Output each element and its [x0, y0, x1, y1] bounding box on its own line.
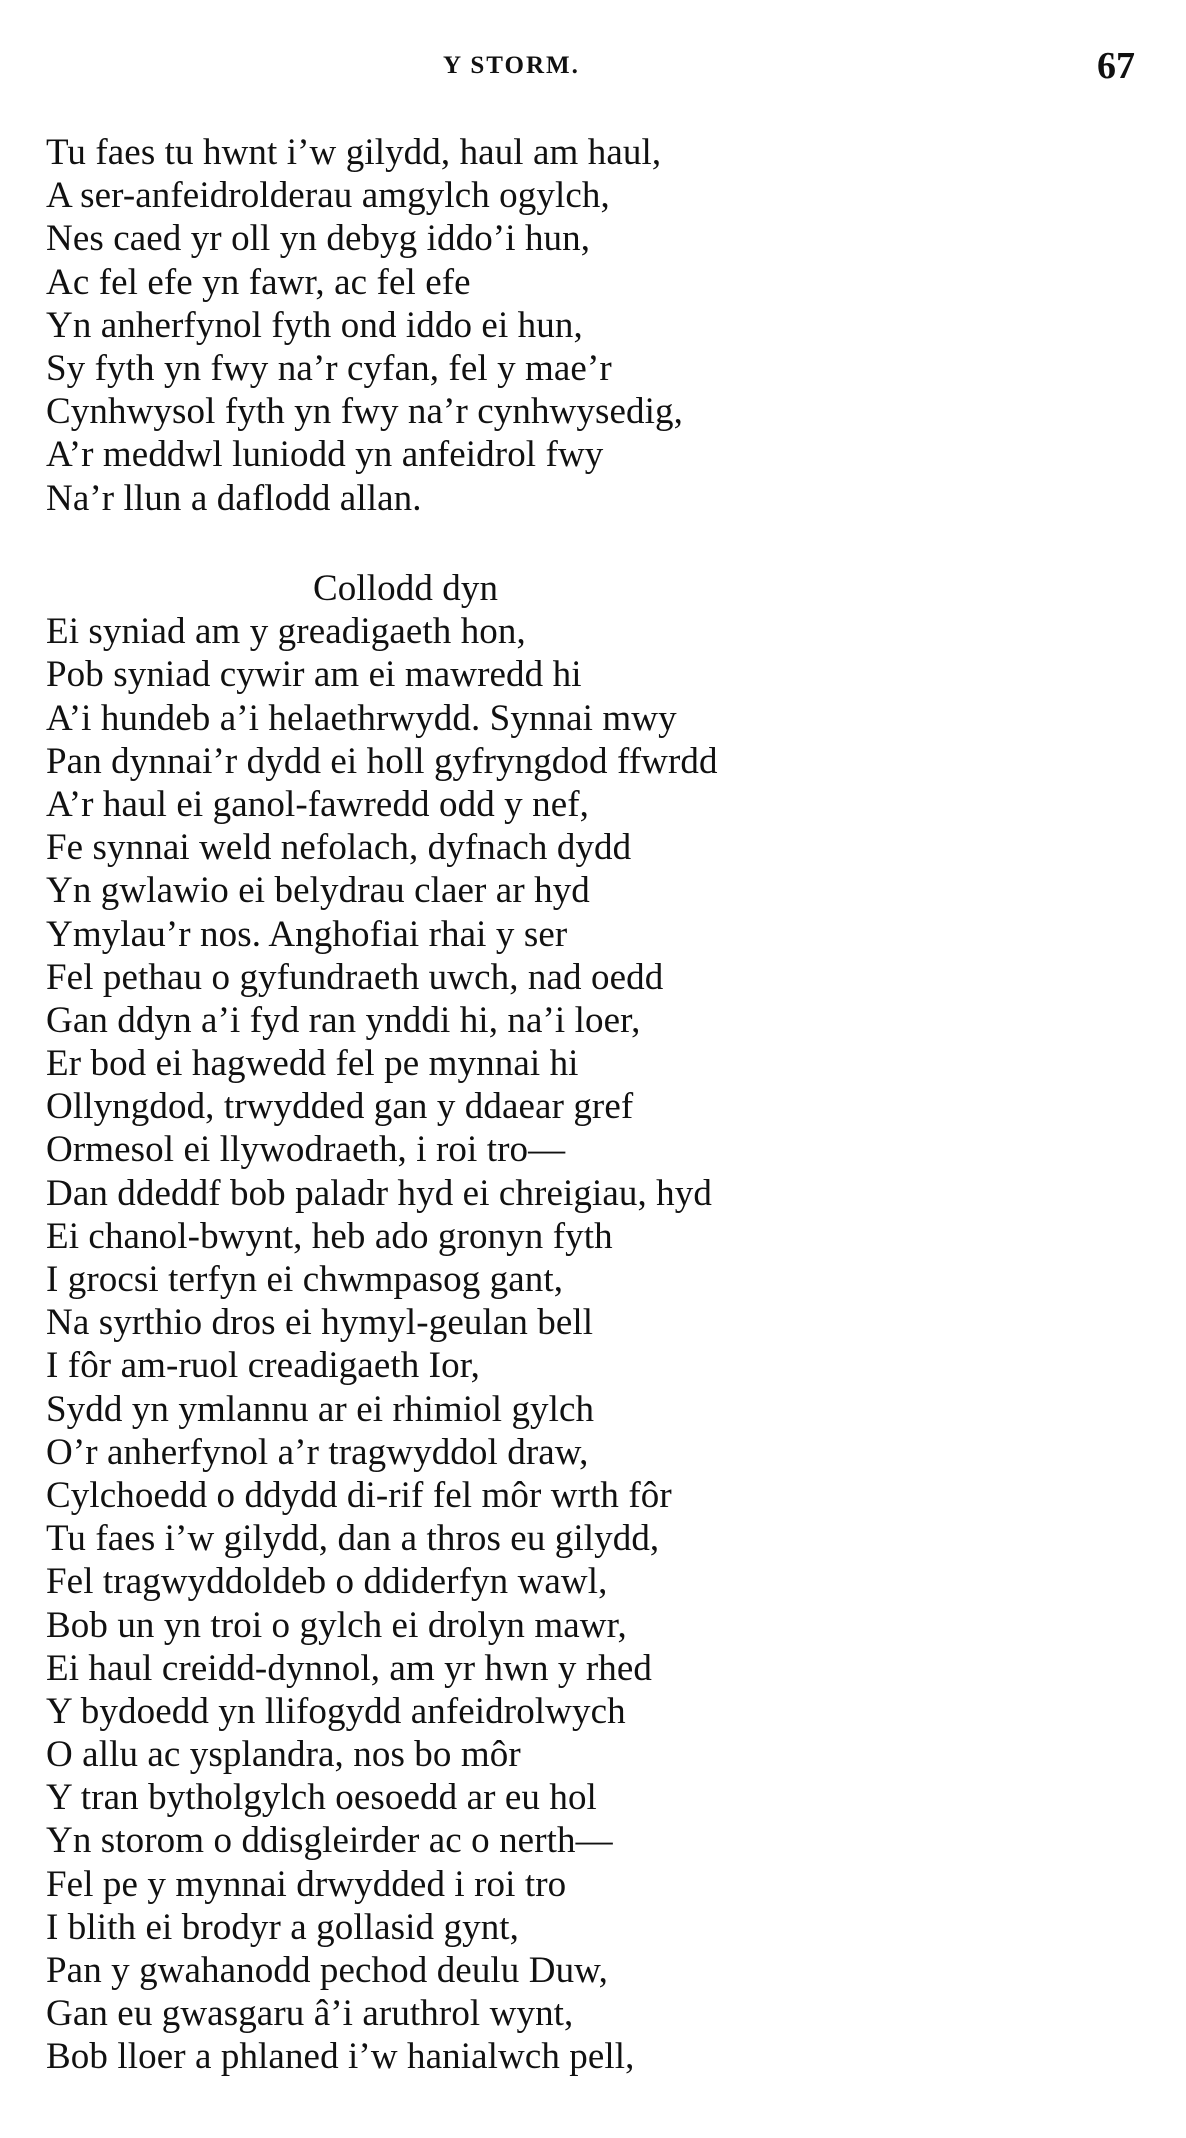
verse-line: Cynhwysol fyth yn fwy na’r cynhwysedig, [46, 391, 683, 433]
verse-line: Na syrthio dros ei hymyl-geulan bell [46, 1302, 594, 1344]
verse-line: I fôr am-ruol creadigaeth Ior, [46, 1345, 480, 1387]
verse-line: Bob lloer a phlaned i’w hanialwch pell, [46, 2036, 635, 2078]
verse-line: Cylchoedd o ddydd di-rif fel môr wrth fôr [46, 1474, 672, 1516]
verse-line: Ei haul creidd-dynnol, am yr hwn y rhed [46, 1647, 653, 1689]
verse-line: Fel pethau o gyfundraeth uwch, nad oedd [46, 956, 664, 998]
verse-line: Sy fyth yn fwy na’r cyfan, fel y mae’r [46, 347, 612, 389]
page-number: 67 [1097, 45, 1135, 87]
verse-line: Y bydoedd yn llifogydd anfeidrolwych [46, 1690, 626, 1732]
verse-line: Na’r llun a daflodd allan. [46, 477, 422, 519]
verse-line: A’r haul ei ganol-fawredd odd y nef, [46, 783, 589, 825]
verse-line: Y tran bytholgylch oesoedd ar eu hol [46, 1777, 597, 1819]
verse-line: Tu faes tu hwnt i’w gilydd, haul am haul, [46, 132, 662, 173]
verse-line: Sydd yn ymlannu ar ei rhimiol gylch [46, 1388, 595, 1430]
verse-line: Ymylau’r nos. Anghofiai rhai y ser [46, 913, 568, 955]
verse-line: Dan ddeddf bob paladr hyd ei chreigiau, hyd [46, 1172, 712, 1214]
verse-line: O’r anherfynol a’r tragwyddol draw, [46, 1431, 589, 1473]
verse-line: Pob syniad cywir am ei mawredd hi [46, 654, 582, 696]
verse-line: I blith ei brodyr a gollasid gynt, [46, 1906, 520, 1948]
verse-line: Yn storom o ddisgleirder ac o nerth— [46, 1820, 613, 1862]
verse-line: A ser-anfeidrolderau amgylch ogylch, [46, 175, 610, 217]
verse-line: Ei chanol-bwynt, heb ado gronyn fyth [46, 1215, 613, 1257]
verse-line: O allu ac ysplandra, nos bo môr [46, 1734, 521, 1776]
verse-line: Er bod ei hagwedd fel pe mynnai hi [46, 1043, 579, 1085]
verse-line: Fel tragwyddoldeb o ddiderfyn wawl, [46, 1561, 608, 1603]
stanza-1 [46, 131, 683, 520]
verse-line: A’i hundeb a’i helaethrwydd. Synnai mwy [46, 697, 677, 739]
verse-line: Yn anherfynol fyth ond iddo ei hun, [46, 304, 583, 346]
running-head [0, 44, 1186, 94]
verse-line: Pan dynnai’r dydd ei holl gyfryngdod ffwrdd [46, 740, 718, 782]
verse-line: Tu faes i’w gilydd, dan a thros eu gilydd, [46, 1518, 660, 1560]
verse-line: Ac fel efe yn fawr, ac fel efe [46, 261, 471, 303]
verse-line: Ollyngdod, trwydded gan y ddaear gref [46, 1086, 634, 1128]
verse-line: Ei syniad am y greadigaeth hon, [46, 611, 526, 653]
verse-line: Fel pe y mynnai drwydded i roi tro [46, 1863, 567, 1905]
verse-line: Pan y gwahanodd pechod deulu Duw, [46, 1950, 608, 1991]
verse-line: A’r meddwl luniodd yn anfeidrol fwy [46, 434, 604, 476]
verse-line-indented: Collodd dyn [313, 568, 499, 609]
verse-line: Gan eu gwasgaru â’i aruthrol wynt, [46, 1993, 574, 2035]
verse-line: Gan ddyn a’i fyd ran ynddi hi, na’i loer, [46, 999, 641, 1041]
verse-line: I grocsi terfyn ei chwmpasog gant, [46, 1259, 564, 1300]
stanza-2 [46, 567, 718, 2079]
verse-line: Bob un yn troi o gylch ei drolyn mawr, [46, 1604, 627, 1646]
running-title: Y STORM. [443, 52, 580, 79]
verse-line: Nes caed yr oll yn debyg iddo’i hun, [46, 218, 591, 260]
verse-line: Fe synnai weld nefolach, dyfnach dydd [46, 827, 632, 869]
verse-line: Yn gwlawio ei belydrau claer ar hyd [46, 870, 590, 912]
verse-line: Ormesol ei llywodraeth, i roi tro— [46, 1129, 566, 1171]
